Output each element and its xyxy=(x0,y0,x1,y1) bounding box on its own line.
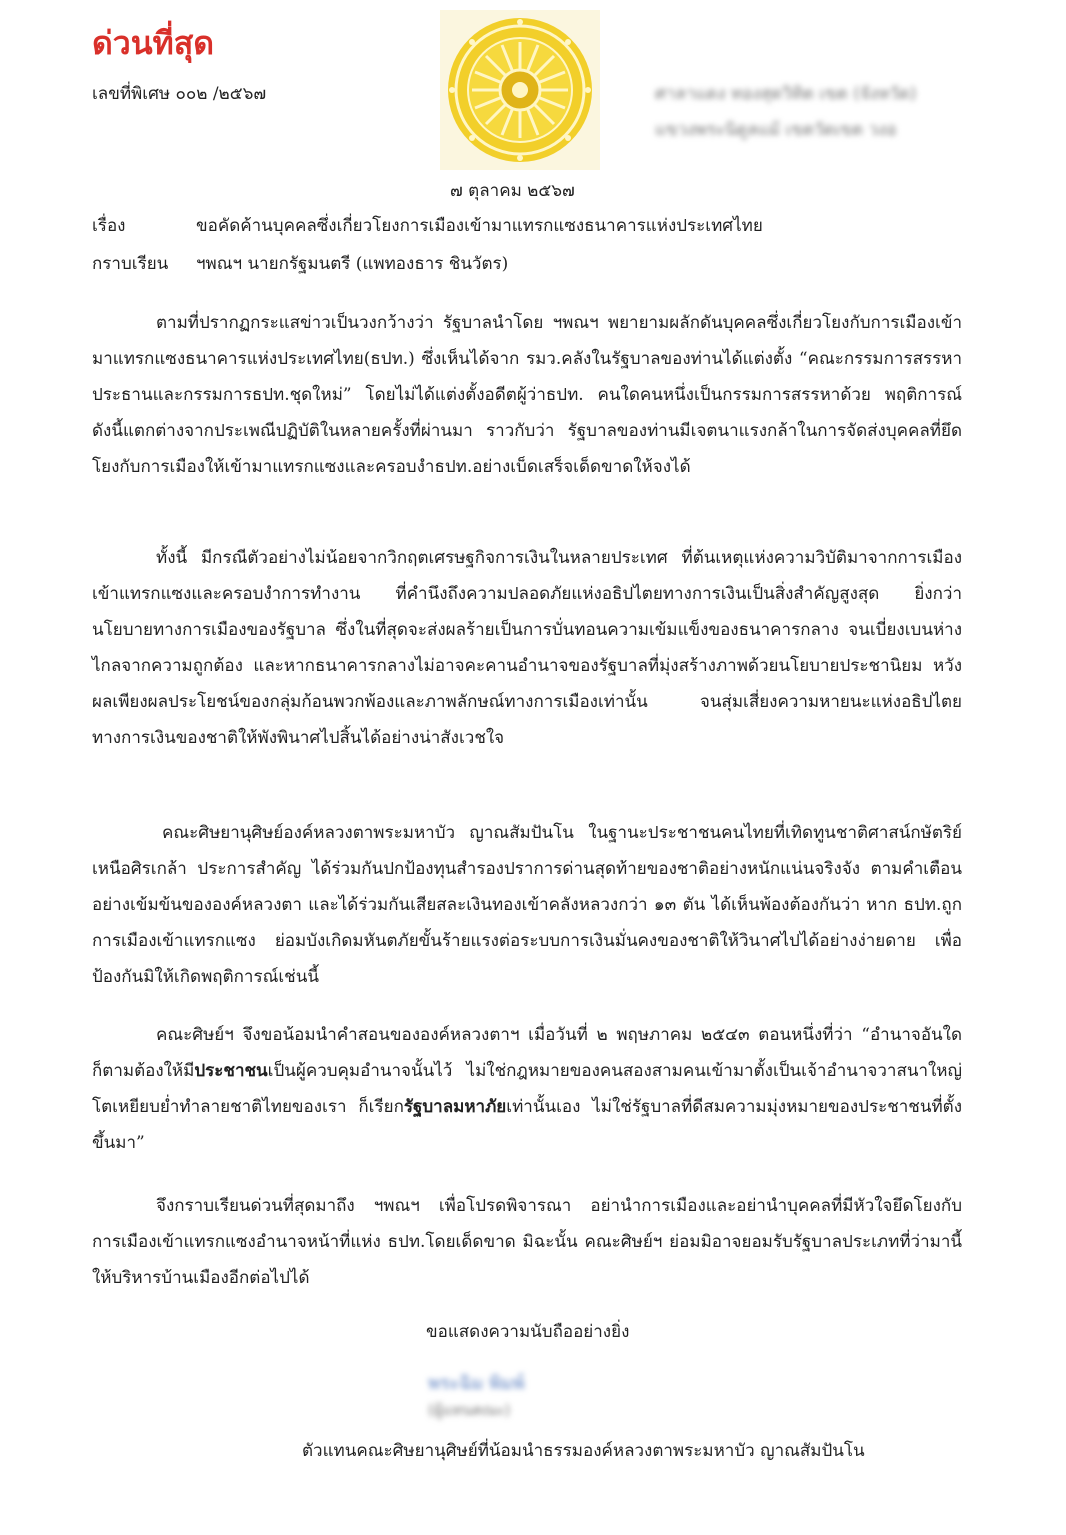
closing-regards: ขอแสดงความนับถืออย่างยิ่ง xyxy=(426,1322,630,1342)
recipient-value: ฯพณฯ นายกรัฐมนตรี (แพทองธาร ชินวัตร) xyxy=(196,254,509,274)
body-paragraph-5: จึงกราบเรียนด่วนที่สุดมาถึง ฯพณฯ เพื่อโปรดพิจารณา อย่านำการเมืองและอย่านำบุคคลที่มีหัวใจยึดโยงกับการเมืองเข้าแทรกแซงอำนาจหน้าที่แห่ง ธปท.โดยเด็ดขาด มิฉะนั้น คณะศิษย์ฯ ย่อมมิอาจยอมรับรัฐบาลประเภทที่ว่ามานี้ให้บริหารบ้านเมืองอีกต่อไปได้ xyxy=(92,1196,962,1288)
subject-label: เรื่อง xyxy=(92,216,126,236)
recipient-row xyxy=(92,250,508,277)
body-paragraph-4 xyxy=(92,1017,962,1161)
body-paragraph-3: คณะศิษยานุศิษย์องค์หลวงตาพระมหาบัว ญาณสัมปันโน ในฐานะประชาชนคนไทยที่เทิดทูนชาติศาสน์กษัตริย์เหนือศิรเกล้า ประการสำคัญ ได้ร่วมกันปกป้องทุนสำรองปราการด่านสุดท้ายของชาติอย่างหนักแน่นจริงจัง ตามคำเตือนอย่างเข้มข้นขององค์หลวงตา และได้ร่วมกันเสียสละเงินทองเข้าคลังหลวงกว่า ๑๓ ตัน ได้เห็นพ้องต้องกันว่า หาก ธปท.ถูกการเมืองเข้าแทรกแซง ย่อมบังเกิดมหันตภัยขั้นร้ายแรงต่อระบบการเงินมั่นคงของชาติให้วินาศไปได้อย่างง่ายดาย เพื่อป้องกันมิให้เกิดพฤติการณ์เช่นนี้ xyxy=(92,823,962,987)
signer-title: ตัวแทนคณะศิษยานุศิษย์ที่น้อมนำธรรมองค์หลวงตาพระมหาบัว ญาณสัมปันโน xyxy=(302,1441,865,1461)
recipient-label: กราบเรียน xyxy=(92,254,169,274)
quote-middle: เป็นผู้ควบคุมอำนาจนั้นไว้ ไม่ใช่กฎหมายของคนสองสามคนเข้ามาตั้งเป็นเจ้าอำนาจวาสนาใหญ่โตเหยียบย่ำทำลายชาติไทยของเรา ก็เรียก xyxy=(92,1061,962,1117)
sender-address-line-1: ศาลาแดง ทองสุดวิทิต เขต (จังหวัด) xyxy=(655,84,917,104)
subject-value: ขอคัดค้านบุคคลซึ่งเกี่ยวโยงการเมืองเข้ามาแทรกแซงธนาคารแห่งประเทศไทย xyxy=(196,216,763,236)
signature: พระฉิม พิมพ์ xyxy=(428,1373,525,1394)
subject-row xyxy=(92,212,763,239)
quote-bold-people: ประชาชน xyxy=(194,1061,268,1081)
dharma-wheel-emblem-icon xyxy=(440,10,600,170)
body-paragraph-1: ตามที่ปรากฏกระแสข่าวเป็นวงกว้างว่า รัฐบาลนำโดย ฯพณฯ พยายามผลักดันบุคคลซึ่งเกี่ยวโยงกับการเมืองเข้ามาแทรกแซงธนาคารแห่งประเทศไทย(ธปท.) ซึ่งเห็นได้จาก รมว.คลังในรัฐบาลของท่านได้แต่งตั้ง “คณะกรรมการสรรหาประธานและกรรมการธปท.ชุดใหม่” โดยไม่ได้แต่งตั้งอดีตผู้ว่าธปท. คนใดคนหนึ่งเป็นกรรมการสรรหาด้วย พฤติการณ์ดังนี้แตกต่างจากประเพณีปฏิบัติในหลายครั้งที่ผ่านมา ราวกับว่า รัฐบาลของท่านมีเจตนาแรงกล้าในการจัดส่งบุคคลที่ยึดโยงกับการเมืองให้เข้ามาแทรกแซงและครอบงำธปท.อย่างเบ็ดเสร็จเด็ดขาดให้จงได้ xyxy=(92,313,962,477)
quote-end: เท่านั้นเอง ไม่ใช่รัฐบาลที่ดีสมความมุ่งหมายของประชาชนที่ตั้งขึ้นมา” xyxy=(92,1097,962,1153)
urgent-label: ด่วนที่สุด xyxy=(92,24,215,62)
reference-number: เลขที่พิเศษ ๐๐๒ /๒๕๖๗ xyxy=(92,84,267,104)
letter-date: ๗ ตุลาคม ๒๕๖๗ xyxy=(450,181,575,201)
quote-intro: คณะศิษย์ฯ จึงขอน้อมนำคำสอนขององค์หลวงตาฯ เมื่อวันที่ ๒ พฤษภาคม ๒๕๔๓ ตอนหนึ่งที่ว่า “อำนาจอันใดก็ตามต้องให้มี xyxy=(92,1025,962,1081)
signature-name: (ผู้แทนคณะ) xyxy=(428,1401,511,1419)
sender-address-line-2: แขวงพระนิดูลแม้ เขตวัดเขต วงอ xyxy=(655,120,897,140)
body-paragraph-2: ทั้งนี้ มีกรณีตัวอย่างไม่น้อยจากวิกฤตเศรษฐกิจการเงินในหลายประเทศ ที่ต้นเหตุแห่งความวิบัติมาจากการเมืองเข้าแทรกแซงและครอบงำการทำงาน ที่คำนึงถึงความปลอดภัยแห่งอธิปไตยทางการเงินเป็นสิ่งสำคัญสูงสุด ยิ่งกว่านโยบายทางการเมืองของรัฐบาล ซึ่งในที่สุดจะส่งผลร้ายเป็นการบั่นทอนความเข้มแข็งของธนาคารกลาง จนเบี่ยงเบนห่างไกลจากความถูกต้อง และหากธนาคารกลางไม่อาจคะคานอำนาจของรัฐบาลที่มุ่งสร้างภาพด้วยนโยบายประชานิยม หวังผลเพียงผลประโยชน์ของกลุ่มก้อนพวกพ้องและภาพลักษณ์ทางการเมืองเท่านั้น จนสุ่มเสี่ยงความหายนะแห่งอธิปไตยทางการเงินของชาติให้พังพินาศไปสิ้นได้อย่างน่าสังเวชใจ xyxy=(92,548,962,748)
quote-bold-government: รัฐบาลมหาภัย xyxy=(403,1097,507,1117)
